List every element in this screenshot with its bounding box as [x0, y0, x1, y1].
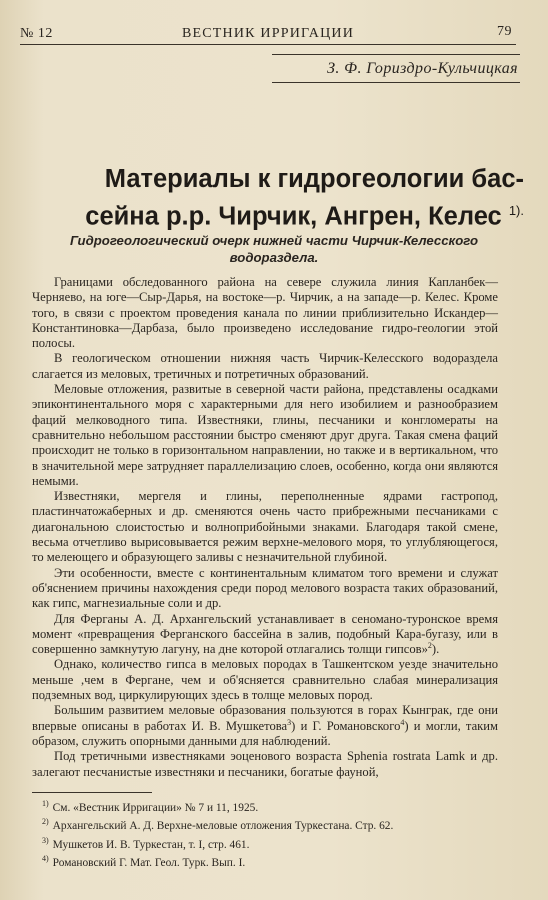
paragraph: Границами обследованного района на севере служила линия Капланбек—Черняево, на юге—Сыр-Дарья, на востоке—р. Чирчик, а на западе—р. Келес. Кроме того, в связи с проектом проведения канала по линии приблизительно Искандер—Константиновка—Дарбаза, было произведено исследование гидро-геологии этой полосы. [32, 275, 498, 351]
paragraph: В геологическом отношении нижняя часть Чирчик-Келесского водораздела слагается из меловых, третичных и потретичных образований. [32, 351, 498, 381]
footnote-ref: 4 [400, 717, 405, 727]
paragraph-ferghana [32, 612, 498, 658]
footnote-text: Архангельский А. Д. Верхне-меловые отложения Туркестана. Стр. 62. [52, 820, 394, 833]
issue-number: № 12 [20, 26, 53, 41]
paragraph-text: ). [431, 642, 440, 657]
paragraph-text: ) и Г. Романовского [291, 718, 401, 733]
paragraph: Под третичными известняками эоценового возраста Sphenia rostrata Lamk и др. залегают песчанистые известняки и песчаники, богатые фауной, [32, 749, 498, 779]
footnote-text: См. «Вестник Ирригации» № 7 и 11, 1925. [52, 801, 259, 814]
footnote [42, 797, 502, 815]
paragraph: Известняки, мергеля и глины, переполненные ядрами гастропод, пластинчатожаберных и др. сменяются очень часто прибрежными песчаниками с диагональною слоистостью и волноприбойными знаками. Благодаря такой смене, весьма отчетливо вырисовывается режим верхне-мелового моря, то углубляющегося, то мелеющего и образующего заливы с незначительной глубиной. [32, 489, 498, 565]
footnote-text: Мушкетов И. В. Туркестан, т. I, стр. 461. [52, 838, 250, 851]
footnote-text: Романовский Г. Мат. Геол. Турк. Вып. I. [52, 856, 246, 869]
footnote-mark: 4) [42, 854, 49, 864]
article-subtitle: Гидрогеологический очерк нижней части Чирчик-Келесского водораздела. [69, 233, 479, 265]
footnote [42, 815, 502, 833]
footnote-ref: 2 [427, 640, 432, 650]
title-line-2: сейна р.р. Чирчик, Ангрен, Келес [85, 202, 502, 231]
footnote-rule [32, 792, 152, 793]
article-body [32, 275, 498, 780]
author-rule-bottom [272, 82, 520, 83]
author-name: З. Ф. Гориздро-Кульчицкая [327, 60, 518, 77]
paragraph-kyngrak [32, 703, 498, 749]
title-line-1: Материалы к гидрогеологии бас- [104, 165, 524, 193]
footnote-mark: 3) [42, 835, 49, 845]
page-number: 79 [497, 24, 512, 39]
footnote [42, 834, 502, 852]
article-title [24, 164, 524, 233]
footnote-mark: 1) [42, 799, 49, 808]
paragraph: Эти особенности, вместе с континентальным климатом того времени и служат об'яснением причины нахождения среди пород мелового возраста таких образований, как гипс, магнезиальные соли и др. [32, 565, 498, 611]
footnote-ref: 3 [287, 717, 292, 727]
paragraph: Меловые отложения, развитые в северной части района, представлены осадками эпиконтинентального моря с характерными для него изобилием и разнообразием фаций мелководного типа. Известняки, глины, песчаники и конгломераты на сравнительно небольшом расстоянии быстро сменяют друг друга. Такая смена фаций происходит не только в горизонтальном направлении, но также и в вертикальном, что в значительной мере затрудняет параллелизацию слоев, особенно, когда они являются немыми. [32, 382, 498, 488]
footnote-mark: 2) [42, 817, 49, 827]
paragraph: Однако, количество гипса в меловых породах в Ташкентском уезде значительно меньше ,чем в Фергане, чем и об'ясняется сравнительно слабая минерализация подземных вод, циркулирующих здесь в толще меловых пород. [32, 657, 498, 703]
paragraph-text: Для Ферганы А. Д. Архангельский устанавливает в сеномано-туронское время момент «превращения Ферганского бассейна в залив, подобный Кара-бугазу, или в совершенно замкнутую лагуну, на дне которой отлагались толщи гипсов» [32, 611, 498, 657]
paragraph-text: ) и могли, таким образом, служить опорными данными для наблюдений. [32, 718, 499, 748]
paragraph-text: Большим развитием меловые образования пользуются в горах Кынграк, где они впервые описаны в работах И. В. Мушкетова [32, 703, 498, 733]
running-head [20, 24, 516, 45]
footnotes [42, 797, 502, 871]
footnote [42, 852, 502, 870]
title-footnote-mark: 1). [508, 203, 524, 218]
journal-title: ВЕСТНИК ИРРИГАЦИИ [181, 26, 355, 41]
author-rule-top [272, 54, 520, 55]
